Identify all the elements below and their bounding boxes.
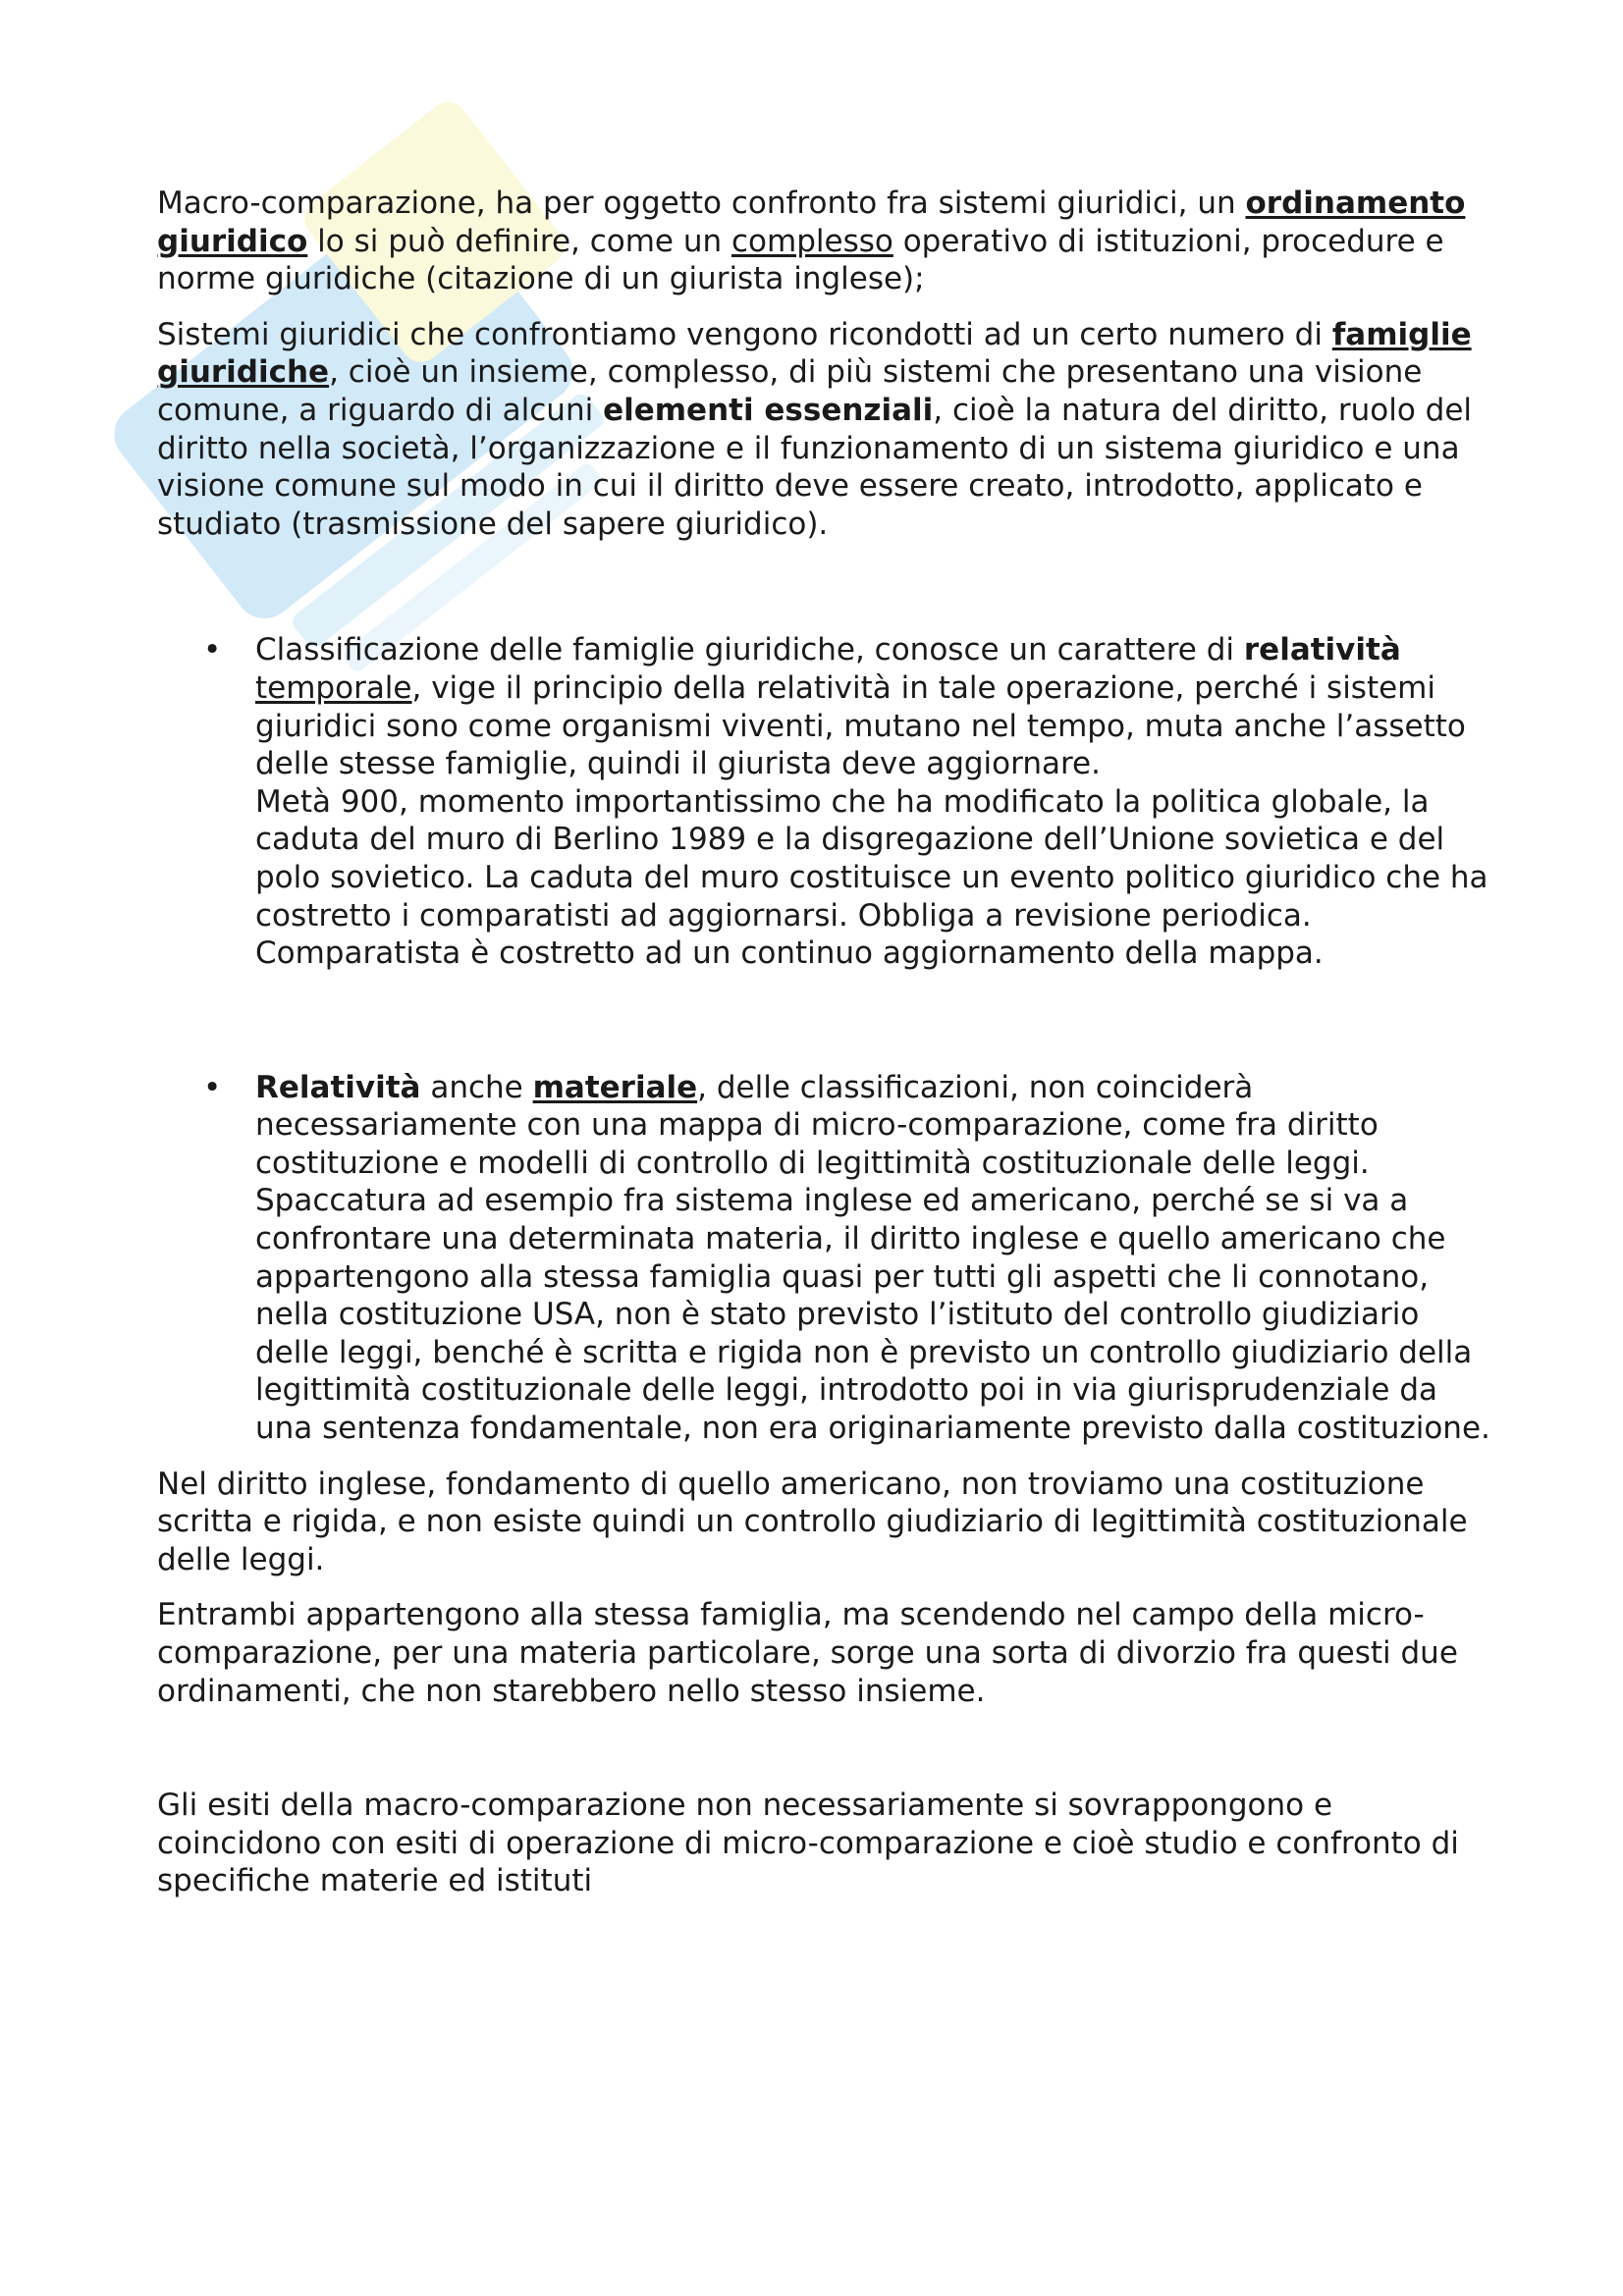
bullet-icon: • bbox=[203, 1069, 222, 1105]
paragraph-esiti: Gli esiti della macro-comparazione non necessariamente si sovrappongono e coincidono con esiti di operazione di micro-comparazione e cioè studio e confronto di specifiche materie ed istituti bbox=[157, 1788, 1459, 1899]
paragraph-sistemi-giuridici: Sistemi giuridici che confrontiamo vengono ricondotti ad un certo numero di famiglie giuridiche, cioè un insieme, complesso, di più sistemi che presentano una visione comune, a riguardo di alcuni elementi essenziali, cioè la natura del diritto, ruolo del diritto nella società, l’organizzazione e il funzionamento di un sistema giuridico e una visione comune sul modo in cui il diritto deve essere creato, introdotto, applicato e studiato (trasmissione del sapere giuridico). bbox=[157, 316, 1473, 542]
list-item-relativita-materiale: • Relatività anche materiale, delle classificazioni, non coinciderà necessariamente con una mappa di micro-comparazione, come fra diritto costituzione e modelli di controllo di legittimità costituzionale delle leggi. Spaccatura ad esempio fra sistema inglese ed americano, perché se si va a confrontare una determinata materia, il diritto inglese e quello americano che appartengono alla stessa famiglia quasi per tutti gli aspetti che li connotano, nella costituzione USA, non è stato previsto l’istituto del controllo giudiziario delle leggi, benché è scritta e rigida non è previsto un controllo giudiziario della legittimità costituzionale delle leggi, introdotto poi in via giurisprudenziale da una sentenza fondamentale, non era originariamente previsto dalla costituzione. bbox=[203, 1069, 1490, 1447]
term-relativita: relatività bbox=[1243, 632, 1401, 668]
term-materiale: materiale bbox=[532, 1069, 698, 1105]
bullet-icon: • bbox=[203, 632, 222, 668]
term-elementi-essenziali: elementi essenziali bbox=[603, 392, 934, 428]
document-page bbox=[157, 185, 1492, 1900]
list-item-relativita-temporale: • Classificazione delle famiglie giuridiche, conosce un carattere di relatività temporale, vige il principio della relatività in tale operazione, perché i sistemi giuridici sono come organismi viventi, mutano nel tempo, muta anche l’assetto delle stesse famiglie, quindi il giurista deve aggiornare. Metà 900, momento importantissimo che ha modificato la politica globale, la caduta del muro di Berlino 1989 e la disgregazione dell’Unione sovietica e del polo sovietico. La caduta del muro costituisce un evento politico giuridico che ha costretto i comparatisti ad aggiornarsi. Obbliga a revisione periodica. Comparatista è costretto ad un continuo aggiornamento della mappa. bbox=[203, 632, 1488, 972]
term-ordinamento-giuridico: ordinamento giuridico bbox=[157, 186, 1466, 259]
bullet-list bbox=[157, 1069, 1492, 1448]
term-relativita-bold: Relatività bbox=[255, 1069, 421, 1105]
bullet-list bbox=[157, 631, 1492, 972]
paragraph-macro-comparazione: Macro-comparazione, ha per oggetto confronto fra sistemi giuridici, un ordinamento giuridico lo si può definire, come un complesso operativo di istituzioni, procedure e norme giuridiche (citazione di un giurista inglese); bbox=[157, 186, 1466, 297]
term-complesso: complesso bbox=[731, 223, 893, 259]
term-temporale: temporale bbox=[255, 669, 412, 706]
paragraph-entrambi: Entrambi appartengono alla stessa famiglia, ma scendendo nel campo della micro-comparazione, per una materia particolare, sorge una sorta di divorzio fra questi due ordinamenti, che non starebbero nello stesso insieme. bbox=[157, 1597, 1458, 1709]
term-famiglie-giuridiche: famiglie giuridiche bbox=[157, 316, 1472, 391]
paragraph-diritto-inglese: Nel diritto inglese, fondamento di quello americano, non troviamo una costituzione scritta e rigida, e non esiste quindi un controllo giudiziario di legittimità costituzionale delle leggi. bbox=[157, 1466, 1468, 1577]
